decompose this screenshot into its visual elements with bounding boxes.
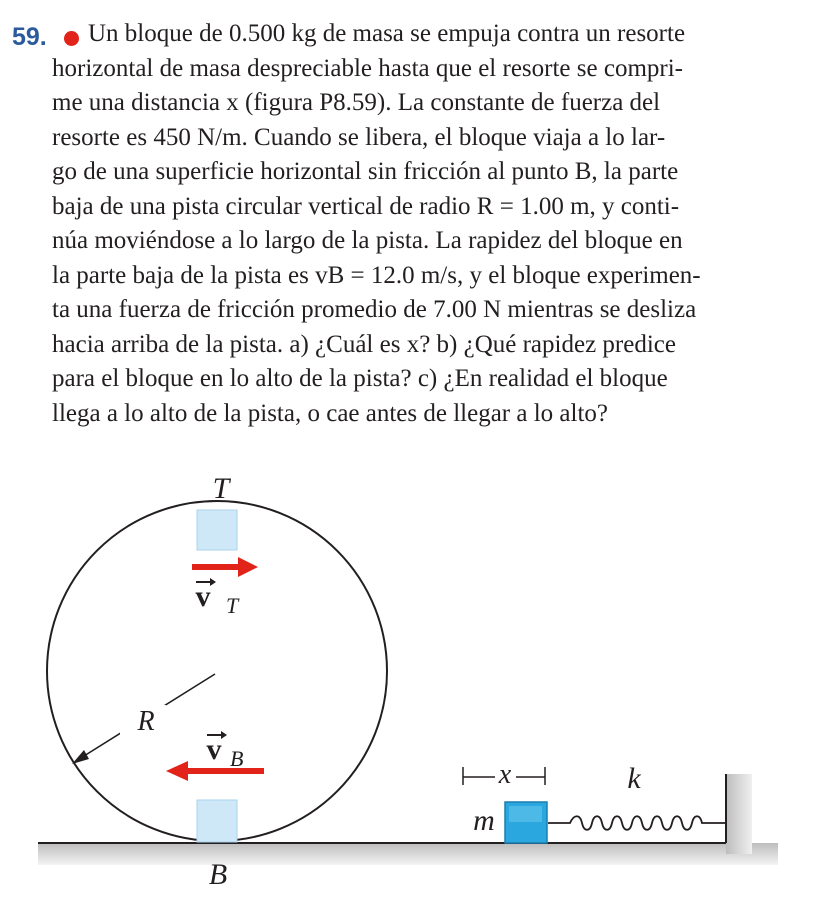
problem-line: resorte es 450 N/m. Cuando se libera, el bloque viaja a lo lar- — [52, 123, 666, 151]
vector-arrowhead-icon — [221, 731, 227, 739]
radius-arrowhead-icon — [72, 750, 89, 764]
figure-p8-59 — [0, 440, 820, 923]
label-x: x — [498, 759, 512, 790]
label-k: k — [627, 762, 641, 795]
ground-shading — [38, 843, 778, 865]
loop-track — [47, 501, 387, 841]
problem-line: núa moviéndose a lo largo de la pista. La rapidez del bloque en — [52, 227, 683, 254]
spring — [548, 816, 726, 830]
problem-line: hacia arriba de la pista. a) ¿Cuál es x? b) ¿Qué rapidez predice — [52, 330, 676, 358]
difficulty-bullet-icon — [64, 31, 79, 46]
label-B: B — [208, 858, 228, 891]
label-vB-sub: B — [230, 746, 244, 771]
vector-arrowhead-icon — [210, 578, 216, 586]
label-vT-sub: T — [226, 593, 239, 618]
block-bottom-ghost — [197, 800, 237, 842]
label-vT — [196, 578, 241, 618]
problem-line: llega a lo alto de la pista, o cae antes de llegar a lo alto? — [52, 399, 609, 427]
problem-line: horizontal de masa despreciable hasta que el resorte se compri- — [52, 54, 683, 82]
label-vB-symbol: v — [206, 733, 222, 766]
problem-line: Un bloque de 0.500 kg de masa se empuja contra un resorte — [88, 20, 686, 47]
velocity-bottom-arrowhead-icon — [166, 761, 188, 781]
label-m: m — [473, 804, 495, 837]
problem-line: para el bloque en lo alto de la pista? c) ¿En realidad el bloque — [52, 365, 668, 392]
label-vB — [207, 731, 244, 771]
label-T: T — [212, 472, 230, 505]
problem-line: la parte baja de la pista es vB = 12.0 m/s, y el bloque experimen- — [52, 261, 701, 289]
block-top-ghost — [197, 510, 237, 550]
problem-line: me una distancia x (figura P8.59). La constante de fuerza del — [52, 89, 661, 116]
wall-shading — [726, 774, 752, 854]
problem-line: ta una fuerza de fricción promedio de 7.00 N mientras se desliza — [52, 296, 697, 323]
label-R: R — [137, 706, 155, 737]
velocity-top-arrowhead-icon — [238, 557, 258, 577]
label-vT-symbol: v — [195, 580, 211, 613]
problem-number: 59. — [12, 23, 47, 51]
problem-line: go de una superficie horizontal sin fricción al punto B, la parte — [52, 158, 679, 185]
problem-line: baja de una pista circular vertical de radio R = 1.00 m, y conti- — [52, 192, 680, 220]
